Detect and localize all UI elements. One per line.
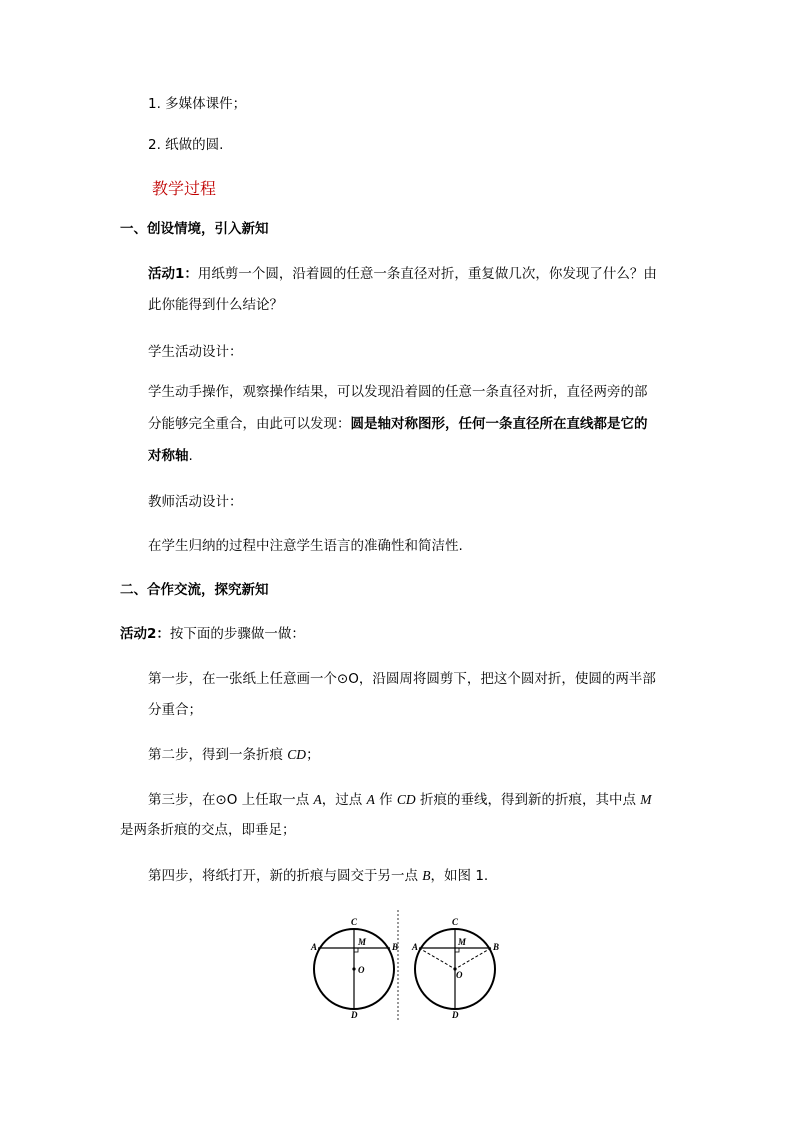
left-label-m: M [358, 937, 367, 947]
step4-b: ，如图 1. [430, 868, 489, 884]
left-label-o: O [358, 965, 365, 975]
right-label-d: D [452, 1010, 459, 1020]
right-radius-oa [419, 948, 455, 969]
section1-heading: 一、创设情境，引入新知 [120, 221, 269, 237]
step3-var-a2: A [366, 792, 375, 807]
step3-c: 作 [374, 792, 397, 808]
figure-1 [300, 908, 510, 1023]
right-label-m: M [458, 937, 467, 947]
activity1-line2: 此你能得到什么结论？ [148, 297, 283, 313]
step2-var: CD [287, 747, 307, 762]
student-line3 [148, 450, 193, 464]
activity2-label: 活动2： [120, 626, 170, 642]
step3-d: 折痕的垂线，得到新的折痕，其中点 [415, 792, 641, 808]
activity1-line1 [148, 268, 657, 282]
student-line1: 学生动手操作，观察操作结果，可以发现沿着圆的任意一条直径对折，直径两旁的部 [148, 384, 648, 400]
step1-line2: 分重合； [148, 702, 202, 718]
activity1-label: 活动1： [148, 266, 198, 282]
left-label-a: A [311, 942, 318, 952]
left-label-c: C [351, 917, 358, 927]
step3-b: ，过点 [321, 792, 367, 808]
material-item-1: 1. 多媒体课件； [148, 96, 247, 112]
left-diagram [310, 917, 398, 1020]
process-title: 教学过程 [152, 179, 217, 198]
student-line3-bold: 对称轴 [148, 448, 189, 464]
right-diagram [411, 917, 499, 1020]
step1-line1: 第一步，在一张纸上任意画一个⊙O，沿圆周将圆剪下，把这个圆对折，使圆的两半部 [148, 671, 656, 687]
material-item-2: 2. 纸做的圆. [148, 137, 224, 153]
step3-line2: 是两条折痕的交点，即垂足； [120, 822, 296, 838]
step2-b: ； [306, 747, 320, 763]
activity1-text-line1: 用纸剪一个圆，沿着圆的任意一条直径对折，重复做几次，你发现了什么？由 [197, 266, 657, 282]
right-label-o: O [456, 970, 463, 980]
right-label-a: A [412, 942, 419, 952]
step3-var-a1: A [313, 792, 322, 807]
step2-line [148, 748, 320, 763]
student-line3-end: . [188, 448, 193, 464]
step2-a: 第二步，得到一条折痕 [148, 747, 288, 763]
student-line2 [148, 418, 648, 432]
step3-var-m: M [640, 792, 652, 807]
left-label-d: D [351, 1010, 358, 1020]
left-center-dot [352, 967, 355, 970]
step4-a: 第四步，将纸打开，新的折痕与圆交于另一点 [148, 868, 423, 884]
step3-a: 第三步，在⊙O 上任取一点 [148, 792, 314, 808]
right-label-b: B [493, 942, 500, 952]
section2-heading: 二、合作交流，探究新知 [120, 582, 269, 598]
step3-line1 [148, 793, 652, 808]
activity2-line [120, 628, 305, 642]
step4-var: B [422, 868, 431, 883]
teacher-text: 在学生归纳的过程中注意学生语言的准确性和简洁性. [148, 538, 463, 554]
student-line2-bold: 圆是轴对称图形，任何一条直径所在直线都是它的 [350, 416, 648, 432]
step3-var-cd: CD [396, 792, 416, 807]
student-line2-normal: 分能够完全重合，由此可以发现： [148, 416, 351, 432]
teacher-design-label: 教师活动设计： [148, 494, 243, 510]
right-radius-ob [455, 948, 491, 969]
step4-line [148, 869, 488, 884]
activity2-text: 按下面的步骤做一做： [169, 626, 305, 642]
left-label-b: B [392, 942, 399, 952]
student-design-label: 学生活动设计： [148, 344, 243, 360]
right-label-c: C [452, 917, 459, 927]
